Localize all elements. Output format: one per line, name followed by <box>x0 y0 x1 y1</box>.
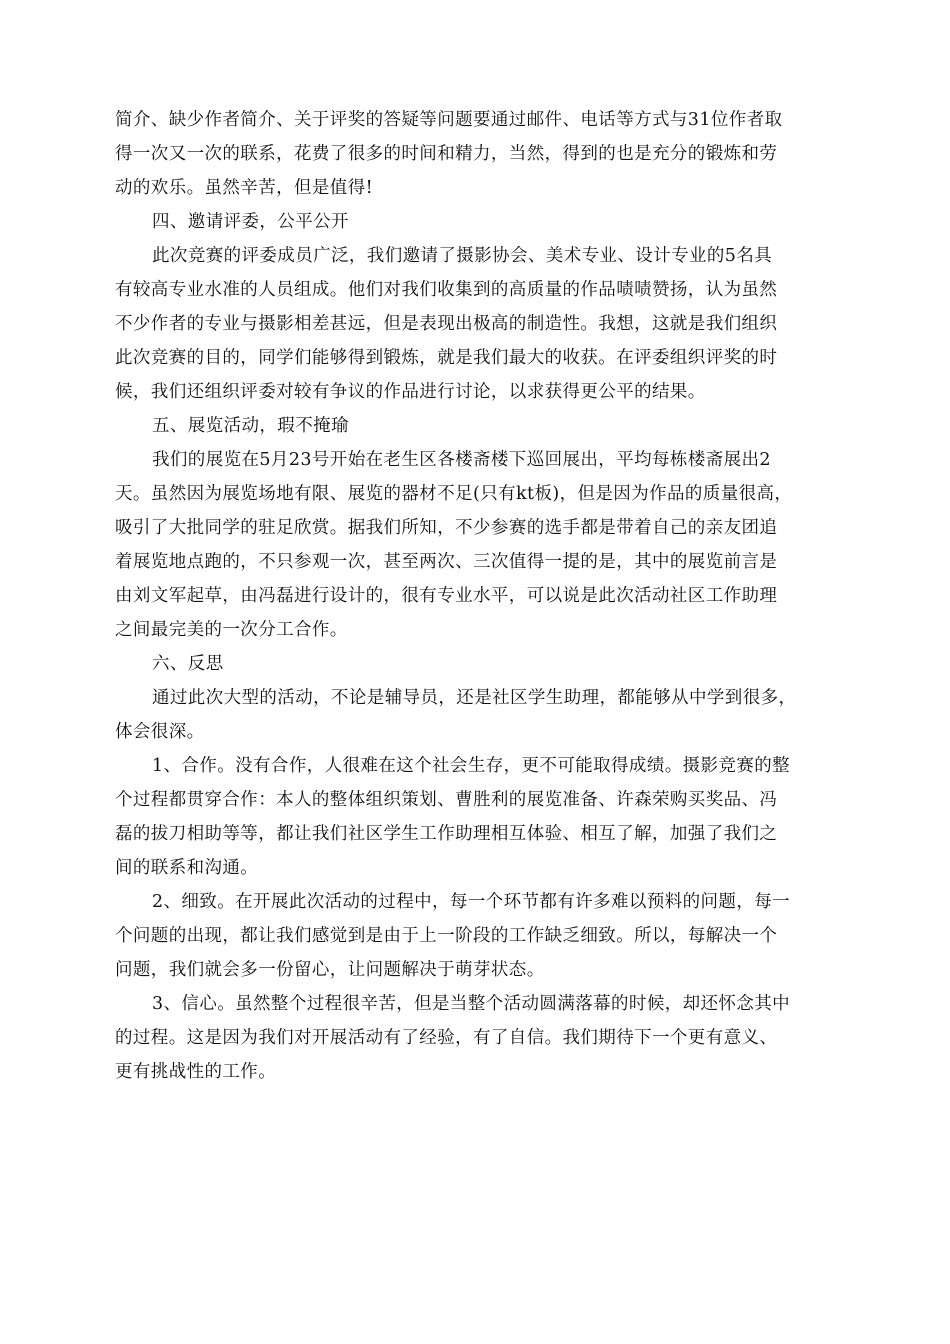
text-line: 通过此次大型的活动，不论是辅导员，还是社区学生助理，都能够从中学到很多， <box>152 688 797 708</box>
text-line: 个问题的出现，都让我们感觉到是由于上一阶段的工作缺乏细致。所以，每解决一个 <box>115 926 778 946</box>
text-line: 我们的展览在5月23号开始在老生区各楼斋楼下巡回展出，平均每栋楼斋展出2 <box>152 450 771 470</box>
text-line: 不少作者的专业与摄影相差甚远，但是表现出极高的制造性。我想，这就是我们组织 <box>115 314 778 334</box>
text-line: 此次竞赛的评委成员广泛，我们邀请了摄影协会、美术专业、设计专业的5名具 <box>152 246 773 266</box>
text-line: 六、反思 <box>152 654 224 674</box>
text-line: 简介、缺少作者简介、关于评奖的答疑等问题要通过邮件、电话等方式与31位作者取 <box>115 110 783 130</box>
text-line: 的过程。这是因为我们对开展活动有了经验，有了自信。我们期待下一个更有意义、 <box>115 1028 778 1048</box>
text-line: 得一次又一次的联系，花费了很多的时间和精力，当然，得到的也是充分的锻炼和劳 <box>115 144 778 164</box>
text-line: 此次竞赛的目的，同学们能够得到锻炼，就是我们最大的收获。在评委组织评奖的时 <box>115 348 778 368</box>
text-line: 磊的拔刀相助等等，都让我们社区学生工作助理相互体验、相互了解，加强了我们之 <box>115 824 778 844</box>
text-line: 吸引了大批同学的驻足欣赏。据我们所知，不少参赛的选手都是带着自己的亲友团追 <box>115 518 778 538</box>
text-line: 问题，我们就会多一份留心，让问题解决于萌芽状态。 <box>115 960 545 980</box>
document-body <box>115 103 840 1089</box>
text-line: 五、展览活动，瑕不掩瑜 <box>152 416 349 436</box>
text-line: 着展览地点跑的，不只参观一次，甚至两次、三次值得一提的是，其中的展览前言是 <box>115 552 778 572</box>
text-line: 体会很深。 <box>115 722 205 742</box>
text-line: 1、合作。没有合作，人很难在这个社会生存，更不可能取得成绩。摄影竞赛的整 <box>152 756 791 776</box>
text-line: 由刘文军起草，由冯磊进行设计的，很有专业水平，可以说是此次活动社区工作助理 <box>115 586 778 606</box>
text-line: 个过程都贯穿合作：本人的整体组织策划、曹胜利的展览准备、许森荣购买奖品、冯 <box>115 790 778 810</box>
text-line: 之间最完美的一次分工合作。 <box>115 620 348 640</box>
text-line: 更有挑战性的工作。 <box>115 1062 277 1082</box>
text-line: 候，我们还组织评委对较有争议的作品进行讨论，以求获得更公平的结果。 <box>115 382 706 402</box>
text-line: 四、邀请评委，公平公开 <box>152 212 349 232</box>
text-line: 2、细致。在开展此次活动的过程中，每一个环节都有许多难以预料的问题，每一 <box>152 892 791 912</box>
text-line: 有较高专业水准的人员组成。他们对我们收集到的高质量的作品啧啧赞扬，认为虽然 <box>115 280 778 300</box>
text-line: 3、信心。虽然整个过程很辛苦，但是当整个活动圆满落幕的时候，却还怀念其中 <box>152 994 791 1014</box>
text-line: 天。虽然因为展览场地有限、展览的器材不足(只有kt板)，但是因为作品的质量很高， <box>115 484 793 504</box>
text-line: 动的欢乐。虽然辛苦，但是值得! <box>115 178 374 198</box>
text-line: 间的联系和沟通。 <box>115 858 259 878</box>
